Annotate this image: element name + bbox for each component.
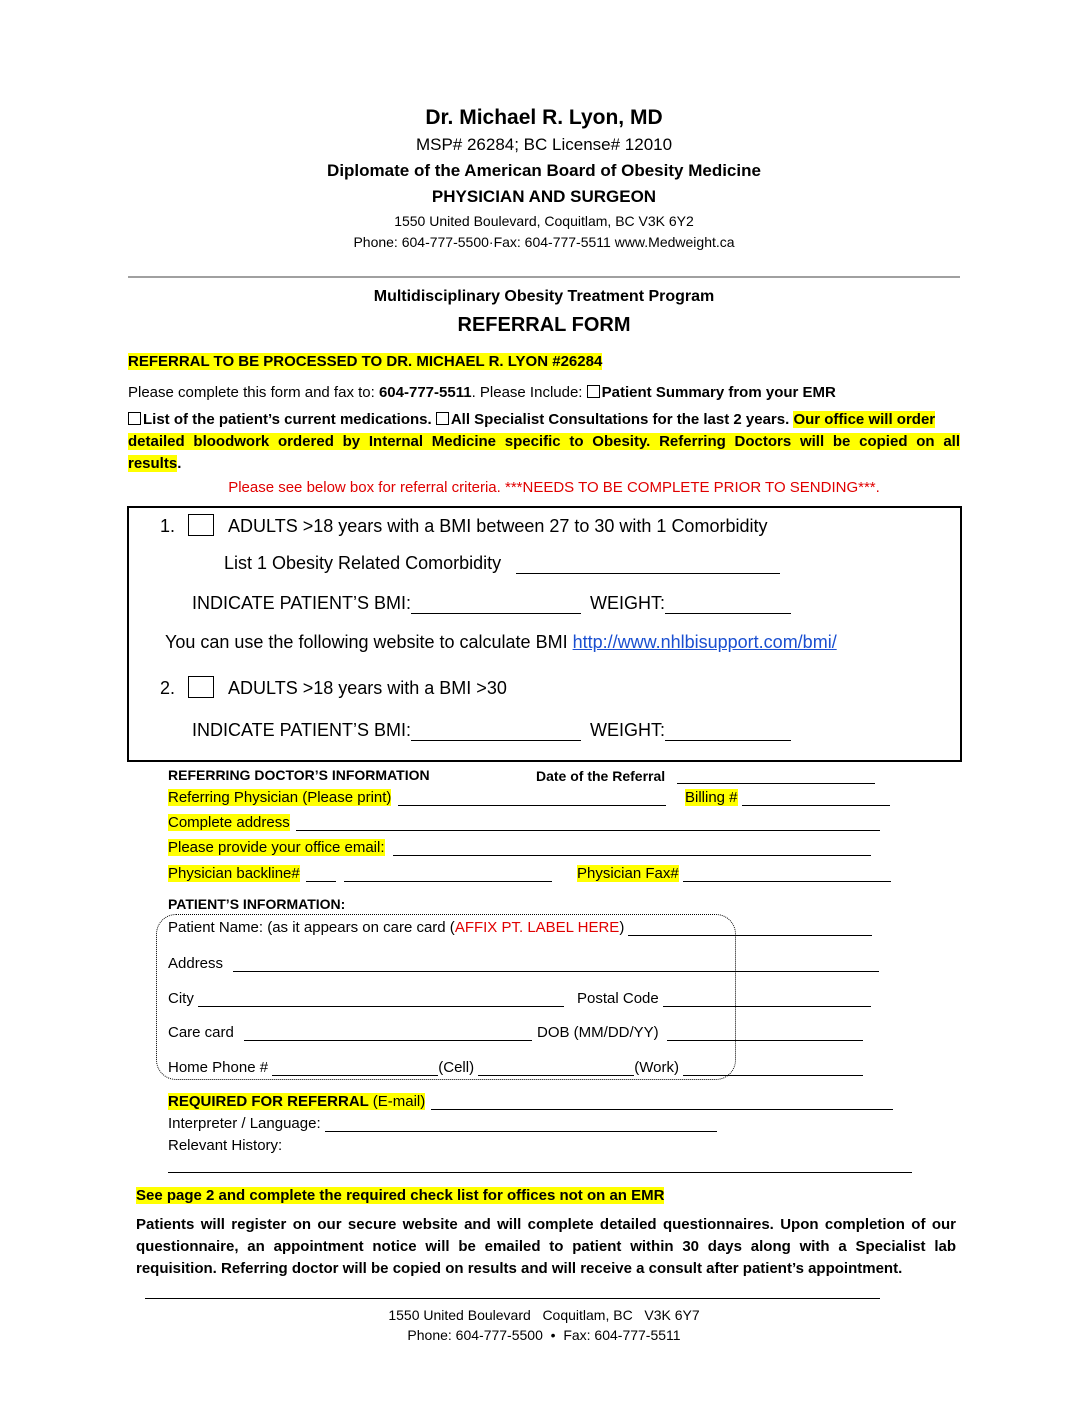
patient-city-row — [168, 990, 564, 1007]
home-phone-label: Home Phone # — [168, 1059, 269, 1076]
doctor-info-heading: REFERRING DOCTOR’S INFORMATION — [168, 767, 430, 783]
dob-field[interactable] — [667, 1024, 863, 1041]
billing-row — [685, 789, 890, 806]
criterion-2-text: ADULTS >18 years with a BMI >30 — [228, 678, 507, 698]
care-card-label: Care card — [168, 1024, 234, 1041]
cell-label: (Cell) — [438, 1059, 475, 1076]
patient-info-heading: PATIENT’S INFORMATION: — [168, 896, 346, 912]
form-title: REFERRAL FORM — [457, 314, 631, 336]
instructions-line-4: results. — [128, 455, 182, 472]
complete-address-row — [168, 814, 880, 831]
required-email-label: (E-mail) — [372, 1093, 426, 1110]
patient-address-field[interactable] — [233, 955, 879, 972]
closing-paragraph: Patients will register on our secure website and will complete detailed questionnaires. Upon completion of our questionnaire, an appointment notice will be emailed to patient within 30 days along with a Specialist lab requisition. Referring doctor will be copied on results and will receive a consult after patient’s appointment. — [136, 1216, 956, 1277]
consultations-label: All Specialist Consultations for the last 2 years. — [450, 411, 790, 428]
interpreter-label: Interpreter / Language: — [168, 1115, 321, 1132]
required-email-field[interactable] — [431, 1093, 893, 1110]
postal-code-row — [577, 990, 871, 1007]
page2-note-text: See page 2 and complete the required check list for offices not on an EMR — [136, 1187, 665, 1204]
bloodwork-note-a: Our office will order — [793, 411, 936, 428]
backline-field-a[interactable] — [306, 865, 336, 882]
bmi-field-2[interactable] — [411, 720, 581, 741]
referring-physician-label: Referring Physician (Please print) — [168, 789, 392, 806]
footer-address: 1550 United Boulevard Coquitlam, BC V3K 6Y7 — [388, 1307, 700, 1323]
backline-row — [168, 865, 552, 882]
weight-field-1[interactable] — [665, 593, 791, 614]
physician-fax-row — [577, 865, 891, 882]
header-contact: Phone: 604-777-5500·Fax: 604-777-5511 www.Medweight.ca — [353, 234, 735, 250]
home-phone-field[interactable] — [272, 1059, 438, 1076]
processed-to-banner — [128, 353, 602, 370]
weight-label-2: WEIGHT: — [590, 720, 666, 740]
comorbidity-field[interactable] — [516, 553, 780, 574]
affix-label-note: AFFIX PT. LABEL HERE — [454, 919, 620, 936]
criterion-1-checkbox[interactable] — [188, 514, 214, 536]
bloodwork-note-b: detailed bloodwork ordered by Internal Medicine specific to Obesity. Referring Doctors will be copied on all — [128, 433, 960, 450]
required-email-row — [168, 1093, 893, 1110]
required-label: REQUIRED FOR REFERRAL — [168, 1093, 373, 1110]
postal-code-label: Postal Code — [577, 990, 659, 1007]
office-email-row — [168, 839, 871, 856]
diplomate-line: Diplomate of the American Board of Obesity Medicine — [327, 161, 761, 180]
backline-field-b[interactable] — [344, 865, 552, 882]
complete-address-label: Complete address — [168, 814, 290, 831]
work-label: (Work) — [634, 1059, 679, 1076]
patient-name-label: Patient Name: (as it appears on care card ( — [168, 919, 455, 936]
criterion-2-number: 2. — [160, 678, 176, 698]
instructions-include: . Please Include: — [471, 384, 587, 401]
patient-name-close: ) — [619, 919, 625, 936]
office-email-label: Please provide your office email: — [168, 839, 385, 856]
interpreter-field[interactable] — [325, 1115, 717, 1132]
referral-date-row — [536, 767, 875, 784]
title-line: PHYSICIAN AND SURGEON — [431, 187, 657, 206]
referring-physician-field[interactable] — [398, 789, 666, 806]
bloodwork-note-c: results — [128, 455, 178, 472]
criterion-2 — [160, 676, 507, 699]
page2-note — [136, 1187, 664, 1204]
bmi-label-1: INDICATE PATIENT’S BMI: — [192, 593, 412, 613]
instructions-line-2 — [128, 411, 960, 428]
patient-city-label: City — [168, 990, 194, 1007]
dob-label: DOB (MM/DD/YY) — [537, 1024, 659, 1041]
bmi-website-row — [165, 632, 837, 653]
bmi-label-2: INDICATE PATIENT’S BMI: — [192, 720, 412, 740]
fax-number: 604-777-5511 — [378, 384, 472, 401]
patient-address-label: Address — [168, 955, 224, 972]
office-email-field[interactable] — [393, 839, 871, 856]
footer-divider — [145, 1298, 880, 1299]
medications-checkbox[interactable] — [128, 412, 141, 425]
work-phone-field[interactable] — [683, 1059, 863, 1076]
history-label: Relevant History: — [168, 1137, 283, 1154]
history-field[interactable] — [168, 1172, 912, 1173]
patient-address-row — [168, 955, 879, 972]
bmi-field-1[interactable] — [411, 593, 581, 614]
header-divider — [128, 276, 960, 278]
criterion-1-number: 1. — [160, 516, 176, 536]
bmi-website-link[interactable]: http://www.nhlbisupport.com/bmi/ — [572, 632, 837, 652]
medications-label: List of the patient’s current medications. — [143, 411, 432, 428]
instructions-line-3 — [128, 433, 960, 450]
emr-summary-checkbox[interactable] — [587, 385, 600, 398]
bmi-row-1 — [192, 593, 791, 614]
postal-code-field[interactable] — [663, 990, 871, 1007]
criteria-note: Please see below box for referral criteria. ***NEEDS TO BE COMPLETE PRIOR TO SENDING***. — [228, 479, 880, 496]
referring-physician-row — [168, 789, 666, 806]
processed-to-text: REFERRAL TO BE PROCESSED TO DR. MICHAEL R. LYON #26284 — [128, 353, 603, 370]
physician-fax-field[interactable] — [683, 865, 891, 882]
interpreter-row — [168, 1115, 717, 1132]
bmi-website-text: You can use the following website to calculate BMI — [165, 632, 573, 652]
care-card-row — [168, 1024, 532, 1041]
instructions-lead: Please complete this form and fax to: — [128, 384, 379, 401]
bmi-row-2 — [192, 720, 791, 741]
header-address: 1550 United Boulevard, Coquitlam, BC V3K 6Y2 — [394, 213, 694, 229]
referral-date-label: Date of the Referral — [536, 768, 666, 784]
instructions-line-1 — [128, 384, 836, 401]
referral-date-field[interactable] — [677, 767, 875, 784]
backline-label: Physician backline# — [168, 865, 300, 882]
care-card-field[interactable] — [244, 1024, 532, 1041]
comorbidity-label: List 1 Obesity Related Comorbidity — [224, 553, 502, 573]
dob-row — [537, 1024, 863, 1041]
complete-address-field[interactable] — [296, 814, 880, 831]
patient-name-row — [168, 919, 872, 936]
emr-summary-label: Patient Summary from your EMR — [601, 384, 836, 401]
comorbidity-row — [224, 553, 780, 574]
criterion-1 — [160, 514, 767, 537]
billing-field[interactable] — [742, 789, 890, 806]
physician-fax-label: Physician Fax# — [577, 865, 679, 882]
license-line: MSP# 26284; BC License# 12010 — [415, 135, 673, 154]
cell-phone-field[interactable] — [478, 1059, 634, 1076]
billing-label: Billing # — [685, 789, 738, 806]
consultations-checkbox[interactable] — [436, 412, 449, 425]
weight-field-2[interactable] — [665, 720, 791, 741]
criterion-2-checkbox[interactable] — [188, 676, 214, 698]
patient-name-field[interactable] — [628, 919, 872, 936]
footer-phone: Phone: 604-777-5500 • Fax: 604-777-5511 — [407, 1327, 681, 1343]
doctor-name: Dr. Michael R. Lyon, MD — [425, 106, 663, 129]
patient-city-field[interactable] — [198, 990, 564, 1007]
phone-row — [168, 1059, 863, 1076]
criterion-1-text: ADULTS >18 years with a BMI between 27 to 30 with 1 Comorbidity — [228, 516, 768, 536]
program-title: Multidisciplinary Obesity Treatment Program — [373, 288, 715, 305]
weight-label-1: WEIGHT: — [590, 593, 666, 613]
